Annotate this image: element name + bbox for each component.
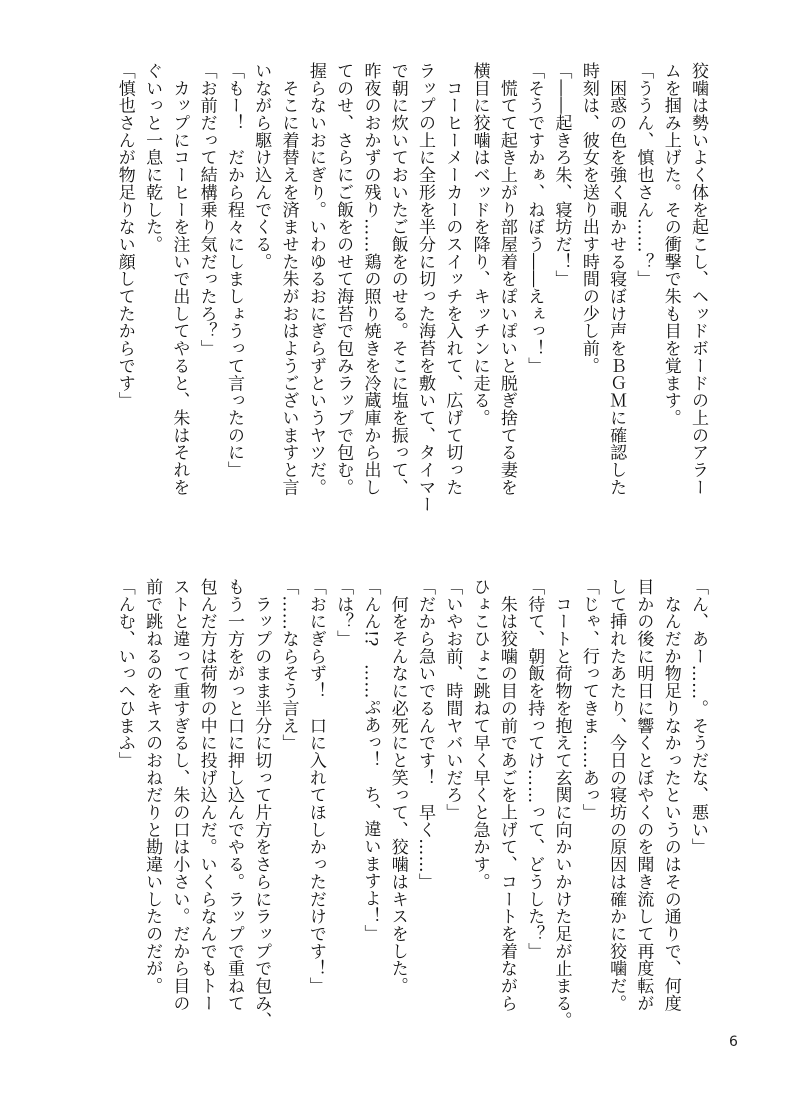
text-line: 「んむ、いっへひまふ」	[114, 578, 135, 769]
text-line: 「待て、朝飯を持ってけ……って、どうした？」	[524, 578, 545, 960]
text-line: カップにコーヒーを注いで出してやると、朱はそれを	[169, 62, 190, 496]
text-line: 「ううん、慎也さん……？」	[633, 62, 654, 288]
text-line: 握らないおにぎり。いわゆるおにぎらずというヤツだ。	[305, 62, 326, 496]
text-line: ストと違って重すぎるし、朱の口は小さい。だから目の	[169, 578, 190, 1012]
text-line: 「そうですかぁ、ねぼう――えぇっ！」	[524, 62, 545, 375]
text-line: もう一方をがっと口に押し込んでやる。ラップで重ねて	[223, 578, 244, 1012]
text-line: 朱は狡噛の目の前であごを上げて、コートを着ながら	[496, 578, 517, 1012]
page-number: 6	[729, 1034, 738, 1050]
text-line: で朝に炊いておいたご飯をのせる。そこに塩を振って、	[387, 62, 408, 496]
text-line: 困惑の色を強く覗かせる寝ぼけ声をＢＧＭに確認した	[606, 62, 627, 496]
text-line: 「慎也さんが物足りない顔してたからです」	[114, 62, 135, 409]
text-line: 横目に狡噛はベッドを降り、キッチンに走る。	[469, 62, 490, 427]
text-line: 「もー！ だから程々にしましょうって言ったのに」	[223, 62, 244, 479]
text-line: コートと荷物を抱えて玄関に向かいかけた足が止まる。	[551, 578, 572, 1030]
text-line: 狡噛は勢いよく体を起こし、ヘッドボードの上のアラー	[688, 62, 708, 496]
text-block-top	[110, 62, 711, 562]
text-line: 「じゃ、行ってきま……あっ」	[578, 578, 599, 821]
text-line: ムを掴み上げた。その衝撃で朱も目を覚ます。	[660, 62, 681, 427]
text-line: ラップのまま半分に切って片方をさらにラップで包み、	[251, 578, 272, 1030]
text-line: 「おにぎらず！ 口に入れてほしかっただけです！」	[305, 578, 326, 995]
text-line: 前で跳ねるのをキスのおねだりと勘違いしたのだが。	[142, 578, 163, 995]
text-line: 時刻は、彼女を送り出す時間の少し前。	[578, 62, 599, 375]
text-line: そこに着替えを済ませた朱がおはようございますと言	[278, 62, 299, 496]
text-line: 慌てて起き上がり部屋着をぽいぽいと脱ぎ捨てる妻を	[496, 62, 517, 496]
text-line: 「は？」	[333, 578, 354, 648]
text-line: 包んだ方は荷物の中に投げ込んだ。いくらなんでもトー	[196, 578, 217, 1012]
text-line: 「――起きろ朱、寝坊だ！」	[551, 62, 572, 288]
text-line: コーヒーメーカーのスイッチを入れて、広げて切った	[442, 62, 463, 496]
text-line: 「んん!? ……ぷあっ！ ち、違いますよ！」	[360, 578, 381, 942]
text-block-bottom	[110, 578, 711, 1028]
text-line: ラップの上に全形を半分に切った海苔を敷いて、タイマー	[415, 62, 436, 514]
text-line: ひょこひょこ跳ねて早く早くと急かす。	[469, 578, 490, 891]
text-line: 昨夜のおかずの残り……鶏の照り焼きを冷蔵庫から出し	[360, 62, 381, 496]
text-line: 「お前だって結構乗り気だったろ？」	[196, 62, 217, 357]
text-line: 「だから急いでるんです！ 早く……」	[415, 578, 436, 891]
text-line: 「いやお前、時間ヤバいだろ」	[442, 578, 463, 821]
text-line: いながら駆け込んでくる。	[251, 62, 272, 271]
text-line: 目かの後に明日に響くとぼやくのを聞き流して再度転が	[633, 578, 654, 1012]
text-line: ぐいっと一息に乾した。	[142, 62, 163, 253]
text-line: なんだか物足りなかったというのはその通りで、何度	[660, 578, 681, 1012]
text-line: てのせ、さらにご飯をのせて海苔で包みラップで包む。	[333, 62, 354, 496]
text-line: して挿れたあたり、今日の寝坊の原因は確かに狡噛だ。	[606, 578, 627, 1012]
text-line: 「……ならそう言え」	[278, 578, 299, 752]
text-line: 何をそんなに必死にと笑って、狡噛はキスをした。	[387, 578, 408, 995]
text-line: 「ん、あー……。そうだな、悪い」	[688, 578, 708, 856]
